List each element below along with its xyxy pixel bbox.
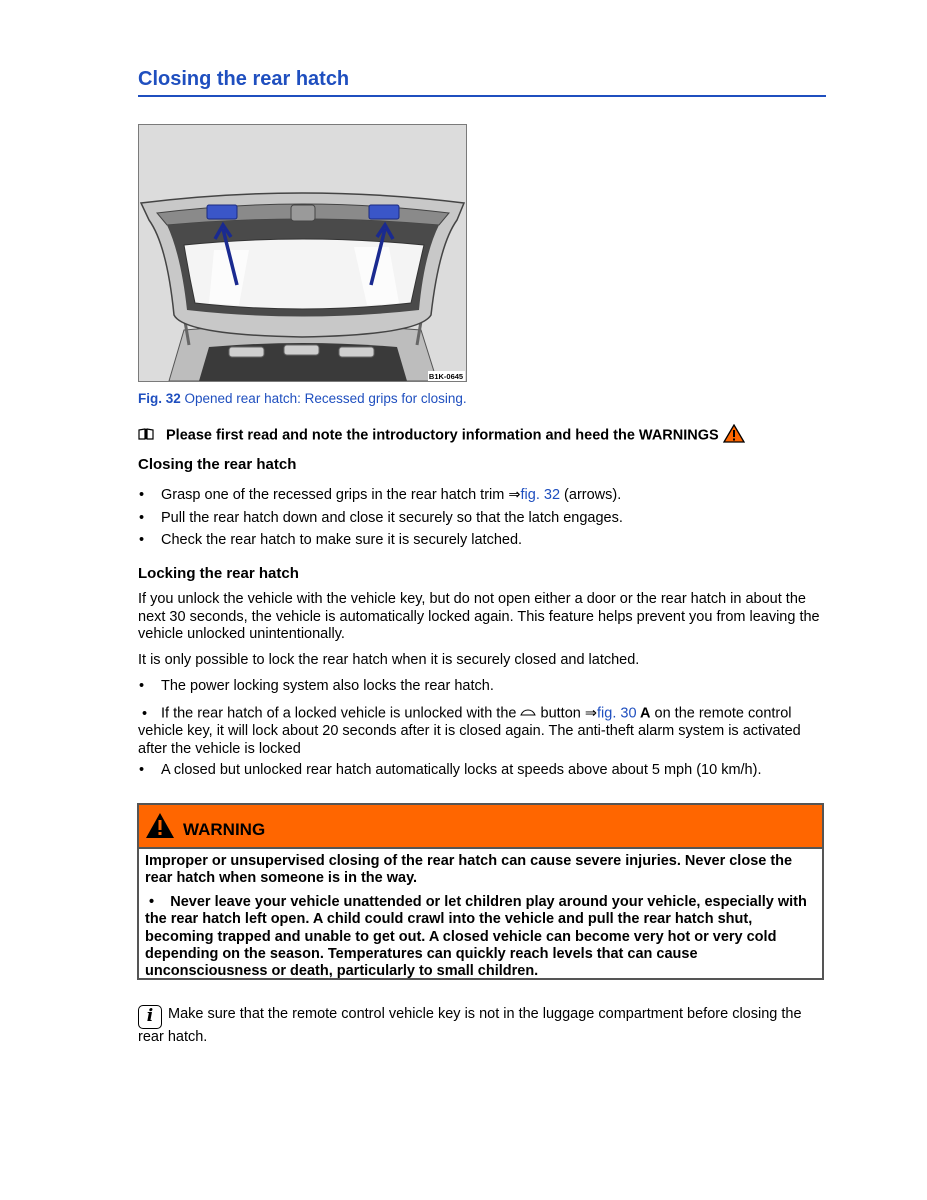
warning-paragraph-2-text: Never leave your vehicle unattended or let children play around your vehicle, especially with the rear hatch left open. A child could crawl into the vehicle and pull the rear hatch shut, becoming trapped and unable to get out. A closed vehicle can become very hot or very cold depending on the season. Temperatures can quickly reach levels that can cause unconsciousness or death, particularly to small children. bbox=[145, 893, 807, 980]
rear-hatch-key-icon bbox=[520, 705, 536, 723]
figure-code: B1K-0645 bbox=[428, 372, 464, 381]
info-icon: i bbox=[138, 1005, 162, 1029]
warning-triangle-icon bbox=[145, 812, 175, 839]
info-note-text: Make sure that the remote control vehicle key is not in the luggage compartment before closing the rear hatch. bbox=[138, 1006, 802, 1045]
list-item: • Pull the rear hatch down and close it securely so that the latch engages. bbox=[138, 510, 828, 533]
warning-body bbox=[139, 849, 822, 981]
arrow-icon: ⇒ bbox=[508, 487, 521, 503]
arrow-icon: ⇒ bbox=[584, 705, 598, 722]
locking-paragraph-1: If you unlock the vehicle with the vehicle key, but do not open either a door or the rear hatch in about the next 30 seconds, the vehicle is automatically locked again. This feature helps prevent you from leaving the vehicle unlocked unintentionally. bbox=[138, 591, 820, 642]
locking-paragraph-2: It is only possible to lock the rear hatch when it is securely closed and latched. bbox=[138, 652, 640, 668]
fig-32-link[interactable]: fig. 32 bbox=[520, 487, 561, 503]
figure-caption bbox=[138, 391, 467, 406]
list-item-text: Grasp one of the recessed grips in the rear hatch trim bbox=[161, 487, 509, 503]
warning-triangle-icon[interactable] bbox=[723, 424, 745, 447]
warning-paragraph-1: Improper or unsupervised closing of the rear hatch can cause severe injuries. Never close the rear hatch when someone is in the way. bbox=[145, 853, 793, 887]
closing-steps bbox=[138, 487, 828, 555]
warning-paragraph-2: • Never leave your vehicle unattended or let children play around your vehicle, especially with the rear hatch left open. A child could crawl into the vehicle and pull the rear hatch shut, becoming trapped and unable to get out. A closed vehicle can become very hot or very cold depending on the season. Temperatures can quickly reach levels that can cause unconsciousness or death, particularly to small children. bbox=[145, 893, 807, 980]
fig-30-link[interactable]: fig. 30 bbox=[597, 705, 637, 722]
figure-rear-hatch bbox=[138, 124, 467, 382]
warning-label: WARNING bbox=[183, 820, 266, 839]
book-icon bbox=[138, 428, 156, 444]
locking-list-item-2: • If the rear hatch of a locked vehicle is unlocked with the button ⇒fig. 30 A on the remote control vehicle key, it will lock about 20 seconds after it is closed again. The anti-theft alarm system is activated after the vehicle is locked bbox=[138, 705, 801, 757]
list-item: • The power locking system also locks the rear hatch. bbox=[138, 678, 828, 696]
figure-caption-text: Opened rear hatch: Recessed grips for closing. bbox=[180, 391, 467, 406]
intro-note bbox=[138, 424, 828, 447]
page-title: Closing the rear hatch bbox=[138, 68, 826, 97]
warning-header bbox=[139, 805, 822, 849]
info-note bbox=[138, 1005, 828, 1047]
figure-number[interactable]: Fig. 32 bbox=[138, 391, 181, 406]
rear-hatch-illustration bbox=[139, 125, 466, 381]
locking-list-3 bbox=[138, 762, 828, 780]
intro-note-text: Please first read and note the introductory information and heed the WARNINGS bbox=[166, 427, 719, 444]
list-item: • Check the rear hatch to make sure it is securely latched. bbox=[138, 532, 828, 555]
section-heading-locking: Locking the rear hatch bbox=[138, 565, 299, 582]
list-item-text: If the rear hatch of a locked vehicle is unlocked with the bbox=[161, 705, 521, 722]
list-item-text: on the remote control vehicle key, it will lock about 20 seconds after it is closed again. The anti-theft alarm system is activated after the vehicle is locked bbox=[138, 705, 801, 757]
list-item-text: button bbox=[536, 705, 585, 722]
list-item-text: (arrows). bbox=[560, 487, 622, 503]
key-label-a: A bbox=[636, 705, 651, 722]
list-item bbox=[138, 487, 828, 510]
section-heading-closing: Closing the rear hatch bbox=[138, 456, 297, 473]
locking-list-1 bbox=[138, 678, 828, 696]
warning-box bbox=[137, 803, 824, 980]
list-item: • A closed but unlocked rear hatch automatically locks at speeds above about 5 mph (10 km/h). bbox=[138, 762, 828, 780]
